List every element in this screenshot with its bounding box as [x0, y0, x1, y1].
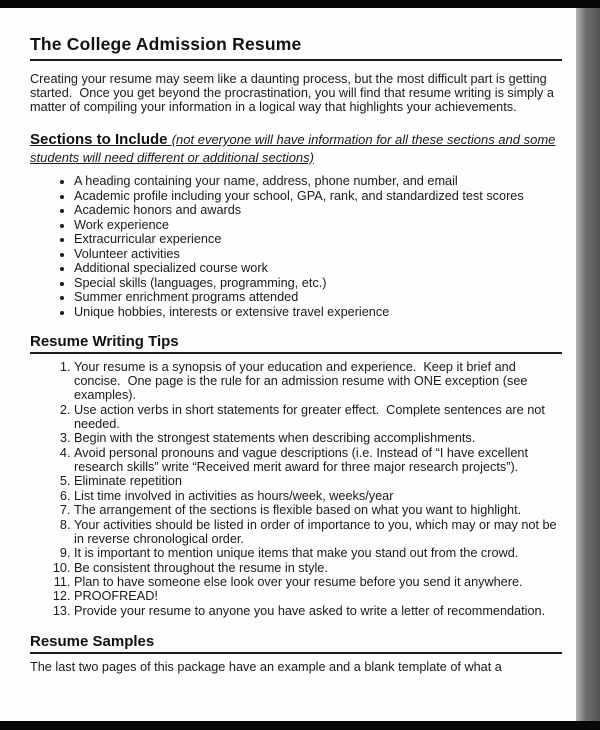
resume-writing-tips-heading: Resume Writing Tips — [30, 333, 562, 354]
list-item: 10. Be consistent throughout the resume in style. — [74, 562, 562, 576]
intro-paragraph: Creating your resume may seem like a daunting process, but the most difficult part is getting started. Once you get beyond the procrastination, you will find that resume writing is simply a matter of compiling your information in a logical way that highlights your achievements. — [30, 72, 558, 114]
list-item: 8. Your activities should be listed in order of importance to you, which may or may not be in reverse chronological order. — [74, 519, 562, 547]
list-item: • Unique hobbies, interests or extensive travel experience — [74, 306, 562, 320]
list-item: 7. The arrangement of the sections is flexible based on what you want to highlight. — [74, 504, 562, 518]
tips-list — [30, 361, 562, 618]
list-item: • Summer enrichment programs attended — [74, 291, 562, 305]
list-item: • Additional specialized course work — [74, 262, 562, 276]
sections-heading-note: (not everyone will have information for all these sections and some students will need different or additional sections) — [30, 131, 556, 165]
sections-heading-text: Sections to Include — [30, 130, 168, 148]
list-item: • A heading containing your name, address, phone number, and email — [74, 175, 562, 189]
document-page — [0, 8, 576, 721]
list-item: 3. Begin with the strongest statements when describing accomplishments. — [74, 432, 562, 446]
samples-paragraph: The last two pages of this package have an example and a blank template of what a — [30, 659, 502, 674]
list-item: • Academic profile including your school, GPA, rank, and standardized test scores — [74, 190, 562, 204]
list-item: • Extracurricular experience — [74, 233, 562, 247]
scan-edge-right — [576, 0, 600, 730]
list-item: • Work experience — [74, 219, 562, 233]
resume-samples-heading: Resume Samples — [30, 633, 562, 654]
list-item: 6. List time involved in activities as hours/week, weeks/year — [74, 490, 562, 504]
list-item: • Academic honors and awards — [74, 204, 562, 218]
list-item: 5. Eliminate repetition — [74, 475, 562, 489]
sections-list — [30, 175, 562, 319]
list-item: 4. Avoid personal pronouns and vague descriptions (i.e. Instead of “I have excellent research skills” write “Received merit award for three major research projects”). — [74, 447, 562, 475]
list-item: 1. Your resume is a synopsis of your education and experience. Keep it brief and concise. One page is the rule for an admission resume with ONE exception (see examples). — [74, 361, 562, 403]
list-item: 2. Use action verbs in short statements for greater effect. Complete sentences are not needed. — [74, 404, 562, 432]
scan-edge-bottom — [0, 721, 600, 730]
list-item: • Volunteer activities — [74, 248, 562, 262]
list-item: • Special skills (languages, programming, etc.) — [74, 277, 562, 291]
list-item: 12. PROOFREAD! — [74, 590, 562, 604]
list-item: 13. Provide your resume to anyone you have asked to write a letter of recommendation. — [74, 605, 562, 619]
list-item: 9. It is important to mention unique items that make you stand out from the crowd. — [74, 547, 562, 561]
scan-edge-top — [0, 0, 600, 8]
list-item: 11. Plan to have someone else look over your resume before you send it anywhere. — [74, 576, 562, 590]
document-title: The College Admission Resume — [30, 34, 562, 61]
sections-to-include-heading — [30, 131, 562, 166]
